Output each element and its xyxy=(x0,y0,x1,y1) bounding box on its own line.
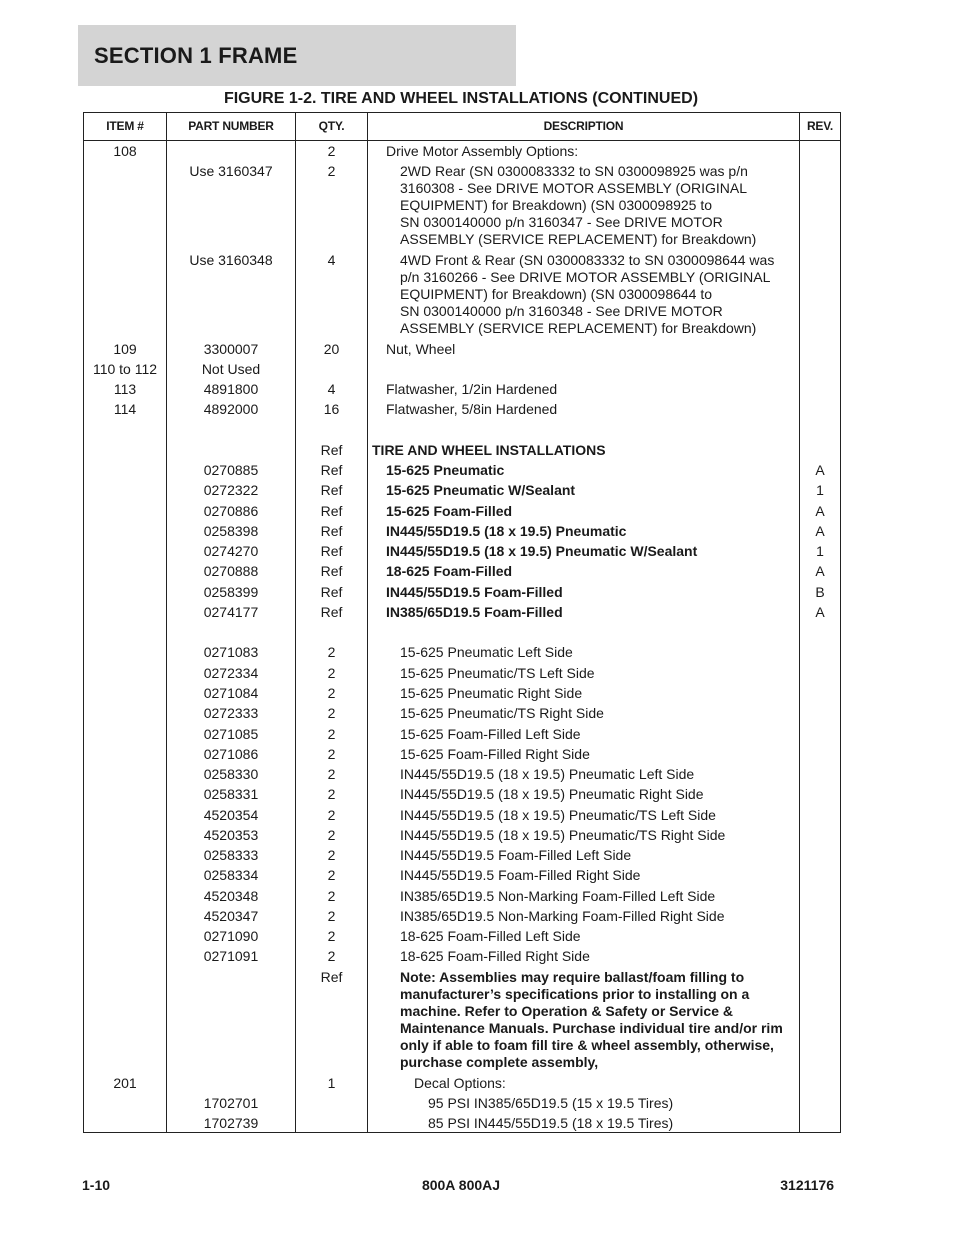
header-rule xyxy=(84,140,840,141)
table-row xyxy=(84,786,840,803)
quantity: Ref xyxy=(320,543,343,559)
description-line: 2WD Rear (SN 0300083332 to SN 0300098925 was p/n xyxy=(400,163,748,179)
description-line: IN385/65D19.5 Non-Marking Foam-Filled Left Side xyxy=(400,888,716,904)
part-number: 4520354 xyxy=(203,807,259,823)
table-row xyxy=(84,381,840,398)
quantity: 2 xyxy=(327,726,336,742)
quantity: 2 xyxy=(327,163,336,179)
quantity: Ref xyxy=(320,482,343,498)
item-number: 114 xyxy=(113,401,137,417)
description-line: IN445/55D19.5 (18 x 19.5) Pneumatic Left Side xyxy=(400,766,695,782)
description-line: 15-625 Foam-Filled xyxy=(386,503,513,519)
table-row xyxy=(84,644,840,661)
part-number: 0258399 xyxy=(203,584,259,600)
description-line: 15-625 Pneumatic/TS Left Side xyxy=(400,665,595,681)
description-line: IN445/55D19.5 Foam-Filled Right Side xyxy=(400,867,641,883)
table-row xyxy=(84,888,840,905)
part-number: 0270888 xyxy=(203,563,259,579)
part-number: 0258333 xyxy=(203,847,259,863)
description-line: IN445/55D19.5 (18 x 19.5) Pneumatic W/Sealant xyxy=(386,543,698,559)
quantity: Ref xyxy=(320,563,343,579)
part-number: 4520353 xyxy=(203,827,259,843)
part-number: 0271083 xyxy=(203,644,259,660)
description-line: Drive Motor Assembly Options: xyxy=(386,143,579,159)
footer-model: 800A 800AJ xyxy=(421,1177,501,1193)
quantity: Ref xyxy=(320,442,343,458)
table-row xyxy=(84,361,840,378)
quantity: 4 xyxy=(327,381,336,397)
part-number: 4892000 xyxy=(203,401,259,417)
table-row xyxy=(84,143,840,160)
table-row xyxy=(84,908,840,925)
description-line: Nut, Wheel xyxy=(386,341,456,357)
part-number: 0274177 xyxy=(203,604,259,620)
section-title: SECTION 1 FRAME xyxy=(94,42,298,68)
header-rev: REV. xyxy=(806,119,834,133)
parts-table xyxy=(83,112,841,1133)
quantity: 4 xyxy=(327,252,336,268)
revision: 1 xyxy=(816,482,824,498)
item-number: 201 xyxy=(113,1075,137,1091)
table-row xyxy=(84,503,840,520)
table-row xyxy=(84,584,840,601)
revision: 1 xyxy=(816,543,824,559)
description-line: 15-625 Pneumatic Right Side xyxy=(400,685,583,701)
quantity: 2 xyxy=(327,867,336,883)
table-row xyxy=(84,563,840,580)
part-number: 0272322 xyxy=(203,482,259,498)
quantity: Ref xyxy=(320,584,343,600)
description-line: EQUIPMENT) for Breakdown) (SN 0300098644 to xyxy=(400,286,713,302)
description-line: 18-625 Foam-Filled Left Side xyxy=(400,928,581,944)
part-number: 1702739 xyxy=(203,1115,259,1131)
description-line: 15-625 Pneumatic/TS Right Side xyxy=(400,705,604,721)
description-line: Flatwasher, 1/2in Hardened xyxy=(386,381,558,397)
revision: A xyxy=(815,523,825,539)
description-line: p/n 3160266 - See DRIVE MOTOR ASSEMBLY (ORIGINAL xyxy=(400,269,771,285)
table-row xyxy=(84,401,840,418)
part-number: 0258330 xyxy=(203,766,259,782)
part-number: 0258334 xyxy=(203,867,259,883)
part-number: 0258398 xyxy=(203,523,259,539)
description-line: SN 0300140000 p/n 3160348 - See DRIVE MOTOR xyxy=(400,303,723,319)
table-row xyxy=(84,685,840,702)
description-line: 4WD Front & Rear (SN 0300083332 to SN 0300098644 was xyxy=(400,252,775,268)
part-number: Use 3160347 xyxy=(189,163,273,179)
description-line: machine. Refer to Operation & Safety or Service & xyxy=(400,1003,733,1019)
quantity: Ref xyxy=(320,604,343,620)
description-line: IN445/55D19.5 Foam-Filled Left Side xyxy=(400,847,632,863)
quantity: Ref xyxy=(320,462,343,478)
description-line: purchase complete assembly, xyxy=(400,1054,599,1070)
description-line: 15-625 Pneumatic W/Sealant xyxy=(386,482,576,498)
description-line: 15-625 Pneumatic xyxy=(386,462,505,478)
table-row xyxy=(84,746,840,763)
description-line: Maintenance Manuals. Purchase individual tire and/or rim xyxy=(400,1020,783,1036)
table-row xyxy=(84,867,840,884)
quantity: 2 xyxy=(327,685,336,701)
part-number: 0270885 xyxy=(203,462,259,478)
table-row xyxy=(84,442,840,459)
quantity: 20 xyxy=(323,341,340,357)
table-row xyxy=(84,807,840,824)
table-row xyxy=(84,969,840,1071)
part-number: 4891800 xyxy=(203,381,259,397)
part-number: 0271091 xyxy=(203,948,259,964)
quantity: 2 xyxy=(327,143,336,159)
table-row xyxy=(84,1095,840,1112)
description-line: IN445/55D19.5 (18 x 19.5) Pneumatic/TS Right Side xyxy=(400,827,726,843)
description-line: 18-625 Foam-Filled xyxy=(386,563,513,579)
table-row xyxy=(84,766,840,783)
part-number: 4520347 xyxy=(203,908,259,924)
quantity: 2 xyxy=(327,786,336,802)
table-row xyxy=(84,462,840,479)
quantity: 2 xyxy=(327,948,336,964)
description-line: IN445/55D19.5 (18 x 19.5) Pneumatic xyxy=(386,523,627,539)
part-number: 0271090 xyxy=(203,928,259,944)
description-line: IN385/65D19.5 Non-Marking Foam-Filled Right Side xyxy=(400,908,725,924)
part-number: 0272333 xyxy=(203,705,259,721)
revision: A xyxy=(815,503,825,519)
description-line: IN445/55D19.5 (18 x 19.5) Pneumatic/TS Left Side xyxy=(400,807,716,823)
description-line: 15-625 Pneumatic Left Side xyxy=(400,644,573,660)
table-row xyxy=(84,543,840,560)
revision: A xyxy=(815,604,825,620)
quantity: 2 xyxy=(327,888,336,904)
revision: B xyxy=(815,584,825,600)
table-row xyxy=(84,1115,840,1132)
description-line: ASSEMBLY (SERVICE REPLACEMENT) for Breakdown) xyxy=(400,231,757,247)
table-row xyxy=(84,523,840,540)
part-number: 0274270 xyxy=(203,543,259,559)
part-number: 0272334 xyxy=(203,665,259,681)
table-row xyxy=(84,827,840,844)
part-number: 4520348 xyxy=(203,888,259,904)
header-qty: QTY. xyxy=(318,119,345,133)
table-row xyxy=(84,726,840,743)
section-banner xyxy=(78,25,516,86)
quantity: 2 xyxy=(327,807,336,823)
quantity: 2 xyxy=(327,827,336,843)
description-line: ASSEMBLY (SERVICE REPLACEMENT) for Breakdown) xyxy=(400,320,757,336)
revision: A xyxy=(815,462,825,478)
quantity: Ref xyxy=(320,969,343,985)
quantity: 1 xyxy=(327,1075,336,1091)
description-line: Note: Assemblies may require ballast/foam filling to xyxy=(400,969,745,985)
table-row xyxy=(84,1075,840,1092)
description-line: IN385/65D19.5 Foam-Filled xyxy=(386,604,563,620)
description-line: 18-625 Foam-Filled Right Side xyxy=(400,948,590,964)
description-line: 3160308 - See DRIVE MOTOR ASSEMBLY (ORIGINAL xyxy=(400,180,748,196)
part-number: 0271084 xyxy=(203,685,259,701)
table-row xyxy=(84,847,840,864)
part-number: 0271085 xyxy=(203,726,259,742)
part-number: 3300007 xyxy=(203,341,259,357)
item-number: 110 to 112 xyxy=(92,361,158,377)
table-row xyxy=(84,604,840,621)
description-line: IN445/55D19.5 (18 x 19.5) Pneumatic Right Side xyxy=(400,786,704,802)
header-description: DESCRIPTION xyxy=(543,119,624,133)
quantity: 2 xyxy=(327,644,336,660)
description-line: 15-625 Foam-Filled Right Side xyxy=(400,746,590,762)
item-number: 109 xyxy=(113,341,137,357)
description-line: IN445/55D19.5 Foam-Filled xyxy=(386,584,563,600)
description-line: SN 0300140000 p/n 3160347 - See DRIVE MOTOR xyxy=(400,214,723,230)
table-row xyxy=(84,948,840,965)
quantity: 16 xyxy=(323,401,340,417)
description-line: only if able to foam fill tire & wheel assembly, otherwise, xyxy=(400,1037,774,1053)
quantity: Ref xyxy=(320,503,343,519)
table-row xyxy=(84,928,840,945)
quantity: 2 xyxy=(327,928,336,944)
part-number: 1702701 xyxy=(203,1095,259,1111)
quantity: Ref xyxy=(320,523,343,539)
quantity: 2 xyxy=(327,766,336,782)
quantity: 2 xyxy=(327,705,336,721)
revision: A xyxy=(815,563,825,579)
table-row xyxy=(84,705,840,722)
quantity: 2 xyxy=(327,665,336,681)
description-line: manufacturer’s specifications prior to installing on a xyxy=(400,986,750,1002)
description-line: TIRE AND WHEEL INSTALLATIONS xyxy=(372,442,606,458)
description-line: EQUIPMENT) for Breakdown) (SN 0300098925 to xyxy=(400,197,713,213)
part-number: Not Used xyxy=(201,361,261,377)
footer-page-number: 1-10 xyxy=(82,1177,111,1193)
part-number: 0271086 xyxy=(203,746,259,762)
item-number: 113 xyxy=(113,381,137,397)
quantity: 2 xyxy=(327,746,336,762)
description-line: Flatwasher, 5/8in Hardened xyxy=(386,401,558,417)
figure-title: FIGURE 1-2. TIRE AND WHEEL INSTALLATIONS (CONTINUED) xyxy=(223,90,699,107)
table-row xyxy=(84,665,840,682)
table-row xyxy=(84,163,840,248)
table-row xyxy=(84,482,840,499)
quantity: 2 xyxy=(327,847,336,863)
header-part-number: PART NUMBER xyxy=(188,119,274,133)
description-line: 95 PSI IN385/65D19.5 (15 x 19.5 Tires) xyxy=(428,1095,674,1111)
quantity: 2 xyxy=(327,908,336,924)
part-number: 0270886 xyxy=(203,503,259,519)
description-line: 85 PSI IN445/55D19.5 (18 x 19.5 Tires) xyxy=(428,1115,674,1131)
description-line: Decal Options: xyxy=(414,1075,506,1091)
header-item: ITEM # xyxy=(106,119,144,133)
table-row xyxy=(84,252,840,337)
item-number: 108 xyxy=(113,143,137,159)
part-number: Use 3160348 xyxy=(189,252,273,268)
footer-doc-number: 3121176 xyxy=(780,1177,834,1193)
table-row xyxy=(84,341,840,358)
part-number: 0258331 xyxy=(203,786,259,802)
description-line: 15-625 Foam-Filled Left Side xyxy=(400,726,581,742)
